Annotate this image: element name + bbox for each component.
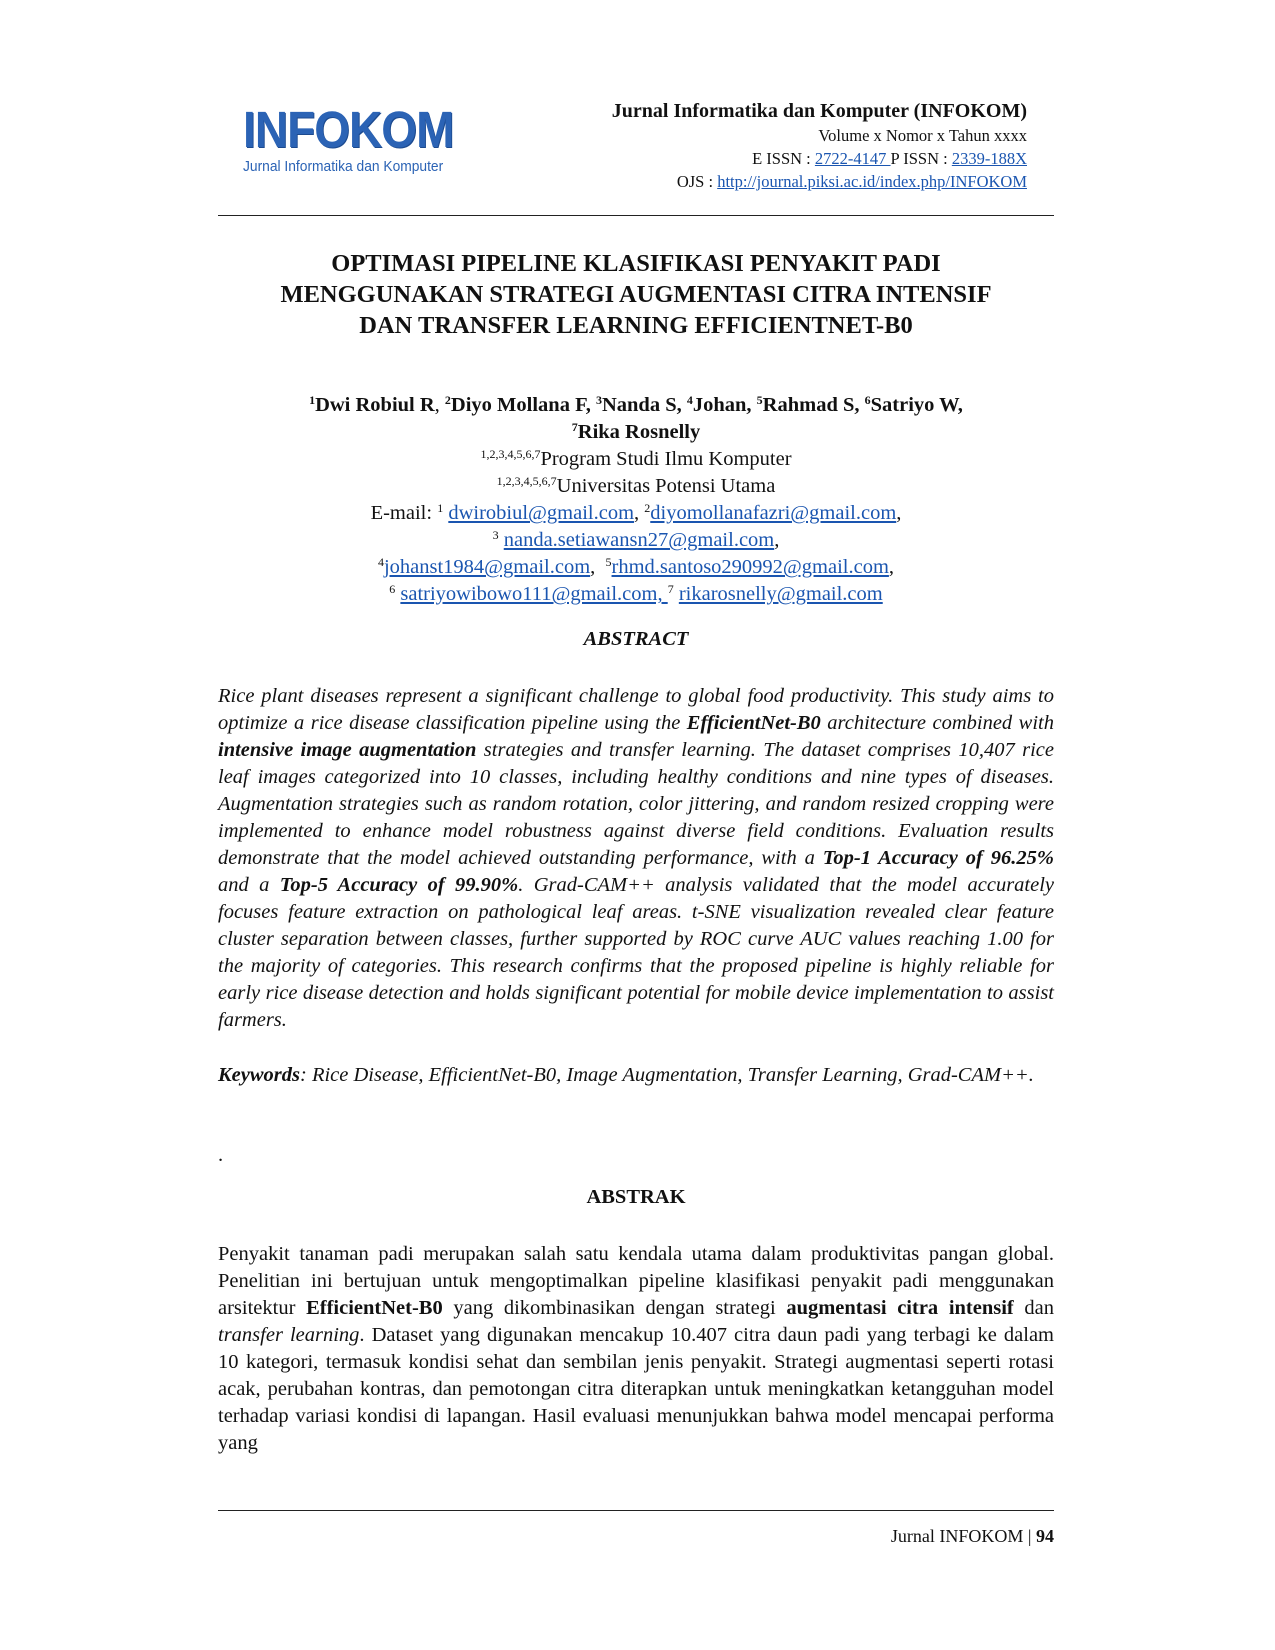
abstract-bold: EfficientNet-B0 [686,712,821,734]
author-name: Dwi Robiul R [315,394,435,416]
journal-logo [243,101,463,184]
author-block [218,392,1054,608]
abstrak-bold: augmentasi citra intensif [786,1297,1014,1319]
program-name: Program Studi Ilmu Komputer [540,448,792,470]
pissn-link[interactable]: 2339-188X [951,149,1027,168]
email-sup: 3 [492,528,499,542]
title-line-2: MENGGUNAKAN STRATEGI AUGMENTASI CITRA INTENSIF [280,281,992,308]
author-name: Johan, [692,394,752,416]
journal-volume: Volume x Nomor x Tahun xxxx [818,126,1027,145]
author-name: Rahmad S, [762,394,860,416]
email-sup: 2 [644,501,651,515]
author-sup: 5 [756,393,763,407]
email-line-4 [218,581,1054,608]
author-sup: 1 [309,393,316,407]
abstract-text: . Grad-CAM++ analysis validated that the model accurately focuses feature extraction on pathological leaf areas. t-SNE visualization revealed clear feature cluster separation between classes, further supported by ROC curve AUC values reaching 1.00 for the majority of categories. This research confirms that the proposed pipeline is highly reliable for early rice disease detection and holds significant potential for mobile device implementation to assist farmers. [218,874,1055,1031]
title-line-1: OPTIMASI PIPELINE KLASIFIKASI PENYAKIT PADI [331,250,941,277]
header-divider [218,215,1054,216]
footer-divider [218,1510,1054,1511]
keywords-label: Keywords [218,1064,300,1086]
email-link[interactable]: dwirobiul@gmail.com [448,502,635,524]
email-sup: 5 [605,555,612,569]
abstrak-italic: transfer learning [218,1324,360,1346]
keywords [218,1062,1054,1089]
abstract-text: architecture combined with [820,712,1054,734]
page-number: 94 [1036,1526,1054,1546]
logo-subtitle: Jurnal Informatika dan Komputer [243,158,444,175]
email-link[interactable]: nanda.setiawansn27@gmail.com [503,529,775,551]
abstract-text: Rice plant diseases represent a significant challenge to global food productivity. This study aims to optimize a rice disease classification pipeline using the [218,685,1054,734]
email-line-1: E-mail: $^1$ dwirobiul@gmail.com, $^2$diyomollanafazri@gmail.com, [370,501,902,524]
paper-title [218,248,1054,341]
author-names: $^1$Dwi Robiul R, $^2$Diyo Mollana F, $^3$Nanda S, $^4$Johan, $^5$Rahmad S, $^6$Satriyo W, $^7$Rika Rosnelly [309,393,963,443]
email-line-2: $^3$ nanda.setiawansn27@gmail.com, [492,528,780,551]
eissn-label: E ISSN : [752,149,815,168]
title-line-3: DAN TRANSFER LEARNING EFFICIENTNET-B0 [359,312,913,339]
email-link[interactable]: satriyowibowo111@gmail.com, [400,583,668,605]
email-sup: 6 [389,582,396,596]
author-sup: 6 [864,393,871,407]
abstract-bold: intensive image augmentation [218,739,477,761]
author-sup: 7 [571,420,578,434]
footer-journal: Jurnal INFOKOM | [890,1526,1036,1546]
email-sup: 4 [377,555,384,569]
author-name: Rika Rosnelly [577,421,701,443]
email-label: E-mail: [370,502,438,524]
ojs-line [612,170,1027,193]
email-link[interactable]: rikarosnelly@gmail.com [678,583,883,605]
affiliation-sup: 1,2,3,4,5,6,7 [496,474,557,488]
ojs-label: OJS : [676,172,718,191]
university-name: Universitas Potensi Utama [556,475,776,497]
email-link[interactable]: diyomollanafazri@gmail.com [650,502,897,524]
abstrak-body [218,1241,1054,1457]
email-link[interactable]: rhmd.santoso290992@gmail.com [611,556,889,578]
author-sup: 3 [595,393,602,407]
author-sup: 2 [444,393,451,407]
author-name: Diyo Mollana F, [450,394,591,416]
issn-line [612,147,1027,170]
ojs-link[interactable]: http://journal.piksi.ac.id/index.php/INFOKOM [717,172,1027,191]
abstrak-text: yang dikombinasikan dengan strategi [442,1297,787,1319]
affiliation-sup: 1,2,3,4,5,6,7 [480,447,541,461]
email-line-3: $^4$johanst1984@gmail.com, $^5$rhmd.santoso290992@gmail.com, [377,555,895,578]
abstract-body [218,683,1054,1034]
journal-name: Jurnal Informatika dan Komputer (INFOKOM) [611,100,1027,122]
abstract-bold: Top-5 Accuracy of 99.90% [279,874,519,896]
email-sup: 7 [667,582,674,596]
abstrak-bold: EfficientNet-B0 [306,1297,443,1319]
author-name: Satriyo W, [870,394,963,416]
affiliation-university [218,473,1054,500]
abstrak-text: . Dataset yang digunakan mencakup 10.407 citra daun padi yang terbagi ke dalam 10 kategori, termasuk kondisi sehat dan sembilan jenis penyakit. Strategi augmentasi seperti rotasi acak, perubahan kontras, dan pemotongan citra diterapkan untuk meningkatkan ketangguhan model terhadap variasi kondisi di lapangan. Hasil evaluasi menunjukkan bahwa model mencapai performa yang [218,1324,1054,1454]
abstract-heading: ABSTRACT [583,628,689,650]
abstrak-heading: ABSTRAK [586,1186,686,1208]
abstrak-text: dan [1013,1297,1055,1319]
author-name: Nanda S, [601,394,682,416]
email-sup: 1 [437,501,444,515]
stray-dot: . [218,1144,224,1166]
pissn-label: P ISSN : [890,149,952,168]
abstract-text: strategies and transfer learning. The dataset comprises 10,407 rice leaf images categorized into 10 classes, including healthy conditions and nine types of diseases. Augmentation strategies such as random rotation, color jittering, and random resized cropping were implemented to enhance model robustness against diverse field conditions. Evaluation results demonstrate that the model achieved outstanding performance, with a [218,739,1054,869]
author-sup: 4 [686,393,693,407]
journal-info [612,98,1027,193]
keywords-list: : Rice Disease, EfficientNet-B0, Image Augmentation, Transfer Learning, Grad-CAM++. [300,1064,1034,1086]
logo-text: INFOKOM [243,101,454,158]
eissn-link[interactable]: 2722-4147 [814,149,891,168]
abstract-text: and a [218,874,280,896]
abstrak-text: Penyakit tanaman padi merupakan salah satu kendala utama dalam produktivitas pangan global. Penelitian ini bertujuan untuk mengoptimalkan pipeline klasifikasi penyakit padi menggunakan arsitektur [218,1243,1054,1319]
abstract-bold: Top-1 Accuracy of 96.25% [822,847,1054,869]
page-footer [891,1526,1054,1547]
affiliation-program [218,446,1054,473]
email-link[interactable]: johanst1984@gmail.com [383,556,591,578]
